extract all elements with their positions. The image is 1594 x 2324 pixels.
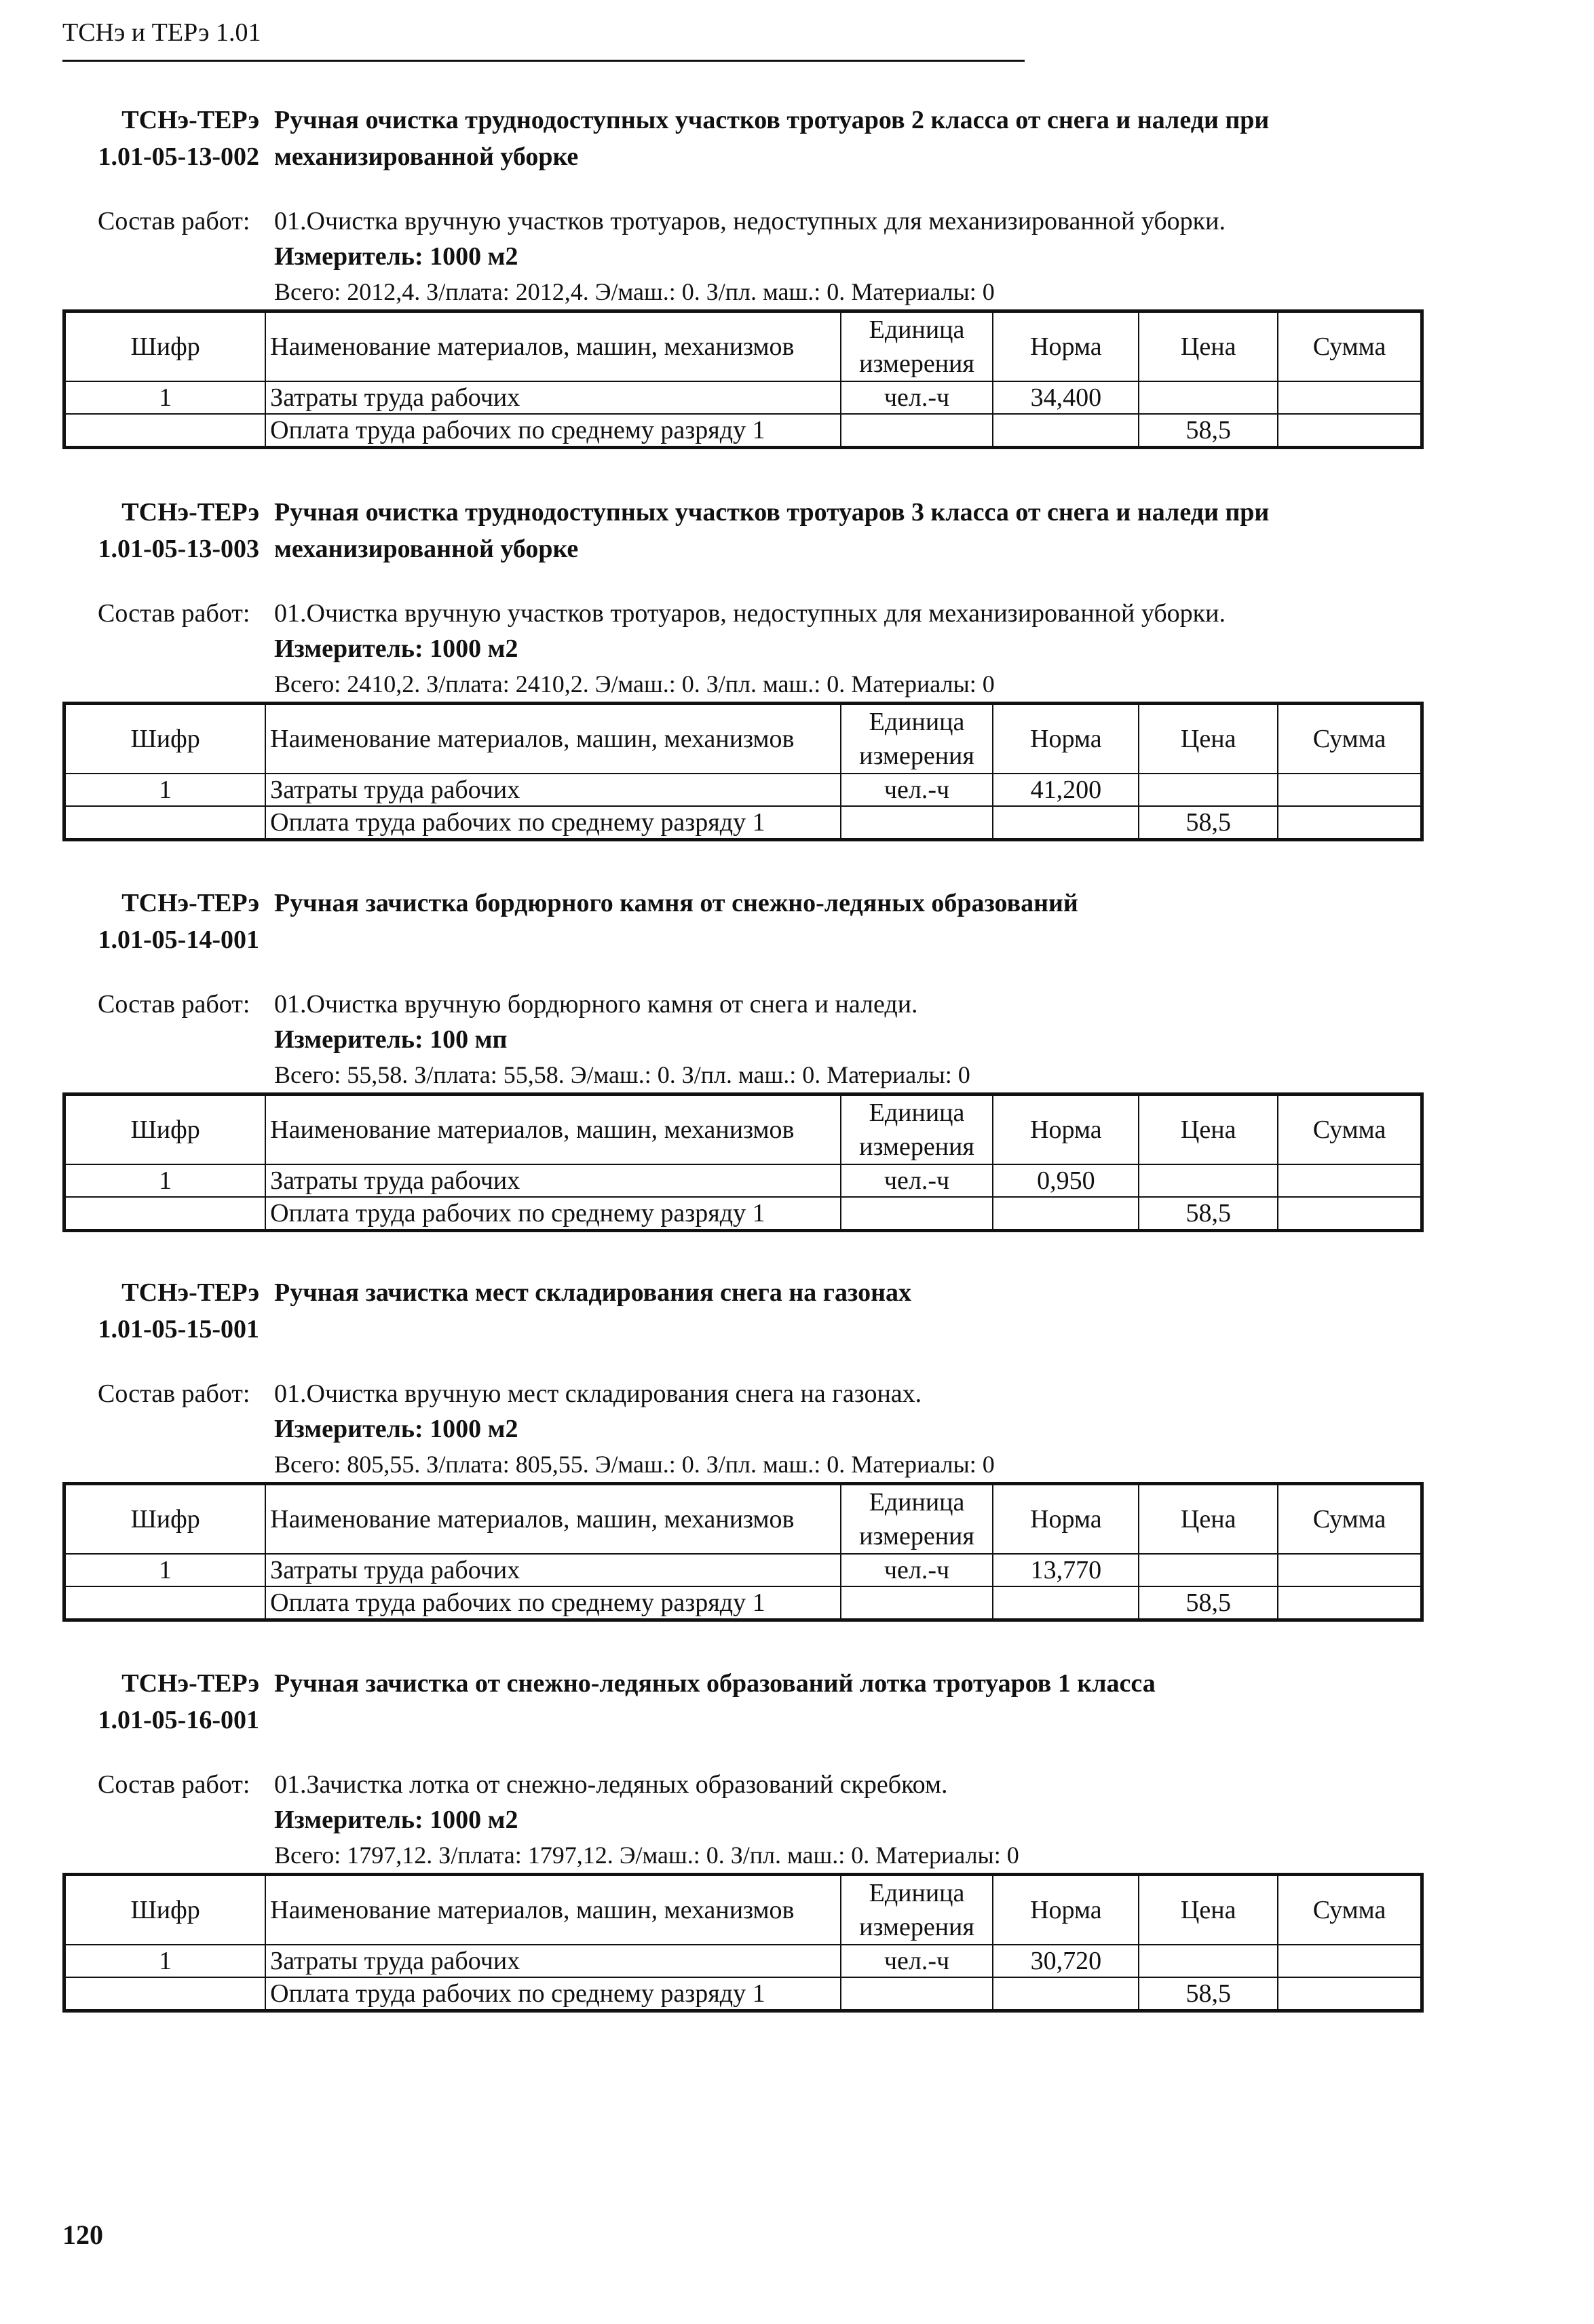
cell-sum [1278,1197,1422,1231]
cell-norm: 41,200 [993,774,1139,806]
cell-price: 58,5 [1139,414,1278,448]
norm-code-prefix: ТСНэ-ТЕРэ [121,1278,259,1307]
cell-unit: чел.-ч [841,1554,993,1586]
table-row [64,381,1422,414]
cell-norm [993,806,1139,840]
cell-sum [1278,806,1422,840]
norm-code-number: 1.01-05-13-003 [98,535,259,563]
norm-code [62,102,259,175]
work-composition-text: 01.Очистка вручную бордюрного камня от снега и наледи. [274,990,918,1018]
cell-code [64,414,266,448]
totals-line: Всего: 1797,12. З/плата: 1797,12. Э/маш.: 0. З/пл. маш.: 0. Материалы: 0 [274,1842,1019,1869]
cell-price: 58,5 [1139,806,1278,840]
header-code: Шифр [64,1875,266,1945]
header-price: Цена [1139,1484,1278,1555]
cell-price: 58,5 [1139,1977,1278,2011]
cell-norm [993,1197,1139,1231]
table-row [64,1164,1422,1197]
cell-name: Затраты труда рабочих [265,1164,840,1197]
cell-unit [841,806,993,840]
totals-line: Всего: 2410,2. З/плата: 2410,2. Э/маш.: 0. З/пл. маш.: 0. Материалы: 0 [274,670,995,698]
norm-title-line1: Ручная зачистка мест складирования снега на газонах [274,1278,911,1307]
cell-price: 58,5 [1139,1197,1278,1231]
table-row [64,774,1422,806]
cell-sum [1278,1945,1422,1977]
running-header: ТСНэ и ТЕРэ 1.01 [62,18,261,47]
norm-table [62,1092,1424,1232]
table-header-row [64,1094,1422,1165]
header-sum: Сумма [1278,1484,1422,1555]
header-sum: Сумма [1278,1094,1422,1165]
norm-title-line2: механизированной уборке [274,535,579,563]
header-sum: Сумма [1278,1875,1422,1945]
cell-name: Оплата труда рабочих по среднему разряду 1 [265,1977,840,2011]
header-name: Наименование материалов, машин, механизмов [265,311,840,382]
cell-sum [1278,774,1422,806]
work-composition-label: Состав работ: [98,207,250,235]
table-header-row [64,1875,1422,1945]
norm-code-prefix: ТСНэ-ТЕРэ [121,1669,259,1698]
table-row [64,1977,1422,2011]
header-price: Цена [1139,1875,1278,1945]
cell-unit: чел.-ч [841,381,993,414]
cell-code: 1 [64,381,266,414]
cell-name: Затраты труда рабочих [265,1945,840,1977]
norm-title-line1: Ручная зачистка бордюрного камня от снежно-ледяных образований [274,889,1078,917]
page-number: 120 [62,2220,103,2250]
header-norm: Норма [993,311,1139,382]
work-composition-text: 01.Очистка вручную мест складирования снега на газонах. [274,1379,922,1408]
norm-code-prefix: ТСНэ-ТЕРэ [121,498,259,527]
cell-code: 1 [64,774,266,806]
norm-code [62,494,259,567]
header-unit: Единица измерения [841,311,993,382]
work-composition-text: 01.Зачистка лотка от снежно-ледяных образований скребком. [274,1770,948,1799]
header-price: Цена [1139,311,1278,382]
header-name: Наименование материалов, машин, механизмов [265,704,840,774]
norm-code-number: 1.01-05-14-001 [98,926,259,954]
header-sum: Сумма [1278,311,1422,382]
cell-code [64,806,266,840]
work-composition-label: Состав работ: [98,1770,250,1799]
header-norm: Норма [993,1875,1139,1945]
table-row [64,1586,1422,1620]
cell-price [1139,1554,1278,1586]
cell-sum [1278,1977,1422,2011]
cell-sum [1278,414,1422,448]
cell-norm: 34,400 [993,381,1139,414]
norm-code [62,885,259,958]
cell-price [1139,774,1278,806]
work-composition-label: Состав работ: [98,1379,250,1408]
header-code: Шифр [64,1094,266,1165]
norm-title [274,1274,1428,1311]
cell-sum [1278,381,1422,414]
norm-code [62,1274,259,1348]
work-composition-label: Состав работ: [98,990,250,1018]
header-unit: Единица измерения [841,1875,993,1945]
header-unit: Единица измерения [841,1484,993,1555]
norm-code-number: 1.01-05-16-001 [98,1706,259,1734]
header-unit: Единица измерения [841,704,993,774]
cell-sum [1278,1554,1422,1586]
cell-name: Оплата труда рабочих по среднему разряду 1 [265,1586,840,1620]
cell-norm: 0,950 [993,1164,1139,1197]
cell-name: Оплата труда рабочих по среднему разряду 1 [265,1197,840,1231]
measurement-unit: Измеритель: 1000 м2 [274,242,518,271]
cell-unit: чел.-ч [841,1164,993,1197]
header-norm: Норма [993,704,1139,774]
cell-name: Затраты труда рабочих [265,1554,840,1586]
cell-code: 1 [64,1554,266,1586]
work-composition-label: Состав работ: [98,599,250,628]
header-price: Цена [1139,704,1278,774]
cell-norm: 13,770 [993,1554,1139,1586]
header-name: Наименование материалов, машин, механизмов [265,1094,840,1165]
cell-code [64,1977,266,2011]
header-price: Цена [1139,1094,1278,1165]
norm-title [274,885,1428,921]
header-norm: Норма [993,1094,1139,1165]
cell-code [64,1197,266,1231]
cell-price: 58,5 [1139,1586,1278,1620]
cell-name: Затраты труда рабочих [265,381,840,414]
cell-code [64,1586,266,1620]
table-header-row [64,311,1422,382]
norm-code-number: 1.01-05-13-002 [98,142,259,171]
cell-unit: чел.-ч [841,774,993,806]
work-composition-text: 01.Очистка вручную участков тротуаров, недоступных для механизированной уборки. [274,207,1226,235]
cell-name: Оплата труда рабочих по среднему разряду 1 [265,806,840,840]
norm-code-number: 1.01-05-15-001 [98,1315,259,1344]
header-rule [62,60,1025,62]
measurement-unit: Измеритель: 100 мп [274,1025,508,1054]
header-unit: Единица измерения [841,1094,993,1165]
measurement-unit: Измеритель: 1000 м2 [274,634,518,663]
norm-title-line2: механизированной уборке [274,142,579,171]
norm-code-prefix: ТСНэ-ТЕРэ [121,106,259,134]
cell-norm [993,1586,1139,1620]
cell-norm [993,414,1139,448]
header-name: Наименование материалов, машин, механизмов [265,1484,840,1555]
header-sum: Сумма [1278,704,1422,774]
cell-unit [841,1197,993,1231]
norm-title-line1: Ручная очистка труднодоступных участков тротуаров 3 класса от снега и наледи при [274,498,1270,527]
table-row [64,1554,1422,1586]
table-row [64,1197,1422,1231]
table-header-row [64,1484,1422,1555]
norm-code-prefix: ТСНэ-ТЕРэ [121,889,259,917]
measurement-unit: Измеритель: 1000 м2 [274,1415,518,1443]
cell-price [1139,381,1278,414]
cell-norm: 30,720 [993,1945,1139,1977]
norm-table [62,1482,1424,1622]
table-row [64,414,1422,448]
header-code: Шифр [64,704,266,774]
norm-code [62,1665,259,1738]
cell-sum [1278,1586,1422,1620]
norm-title [274,1665,1428,1702]
cell-unit [841,414,993,448]
norm-table [62,702,1424,841]
cell-sum [1278,1164,1422,1197]
cell-unit: чел.-ч [841,1945,993,1977]
header-name: Наименование материалов, машин, механизмов [265,1875,840,1945]
norm-table [62,1873,1424,2013]
work-composition-text: 01.Очистка вручную участков тротуаров, недоступных для механизированной уборки. [274,599,1226,628]
cell-price [1139,1164,1278,1197]
totals-line: Всего: 2012,4. З/плата: 2012,4. Э/маш.: 0. З/пл. маш.: 0. Материалы: 0 [274,278,995,305]
table-header-row [64,704,1422,774]
table-row [64,1945,1422,1977]
norm-title [274,494,1428,567]
cell-unit [841,1586,993,1620]
totals-line: Всего: 55,58. З/плата: 55,58. Э/маш.: 0. З/пл. маш.: 0. Материалы: 0 [274,1061,970,1088]
cell-code: 1 [64,1164,266,1197]
measurement-unit: Измеритель: 1000 м2 [274,1806,518,1834]
header-code: Шифр [64,1484,266,1555]
cell-price [1139,1945,1278,1977]
norm-title-line1: Ручная зачистка от снежно-ледяных образований лотка тротуаров 1 класса [274,1669,1156,1698]
norm-title [274,102,1428,175]
header-norm: Норма [993,1484,1139,1555]
cell-norm [993,1977,1139,2011]
cell-name: Затраты труда рабочих [265,774,840,806]
cell-code: 1 [64,1945,266,1977]
norm-title-line1: Ручная очистка труднодоступных участков тротуаров 2 класса от снега и наледи при [274,106,1270,134]
header-code: Шифр [64,311,266,382]
totals-line: Всего: 805,55. З/плата: 805,55. Э/маш.: 0. З/пл. маш.: 0. Материалы: 0 [274,1451,995,1478]
cell-name: Оплата труда рабочих по среднему разряду 1 [265,414,840,448]
table-row [64,806,1422,840]
cell-unit [841,1977,993,2011]
norm-table [62,309,1424,449]
